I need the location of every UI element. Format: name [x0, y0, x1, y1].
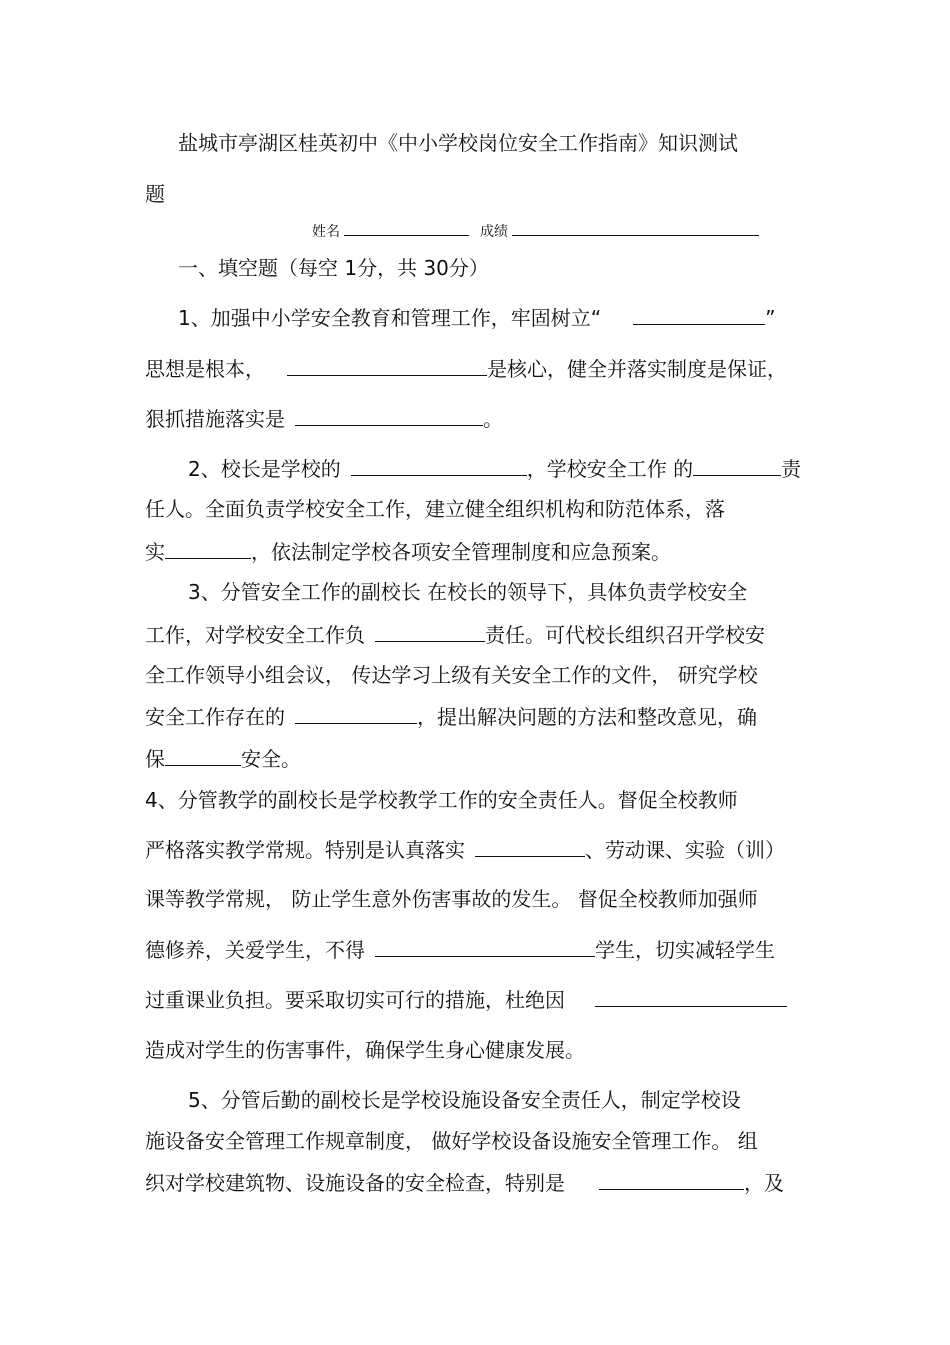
q1-line1: [178, 304, 775, 331]
q3-blank-1[interactable]: [375, 621, 485, 642]
q1-text-c: 思想是根本，: [145, 357, 265, 381]
title-text-1: 盐城市亭湖区桂英初中《中小学校岗位安全工作指南》知识测试: [178, 131, 738, 155]
q3-text-g: 保: [145, 747, 165, 771]
q2-text-c: 责: [781, 457, 802, 481]
q5-text-b: 施设备安全管理工作规章制度， 做好学校设备设施安全管理工作。 组: [145, 1129, 758, 1153]
q3-text-h: 安全。: [241, 747, 301, 771]
q4-text-f: 学生，切实减轻学生: [595, 938, 775, 962]
q2-line2: [145, 496, 725, 522]
q4-line6: [145, 1037, 585, 1063]
q4-line2: [145, 836, 785, 863]
score-blank[interactable]: [512, 221, 759, 236]
q4-text-c: 、劳动课、实验（训）: [585, 838, 785, 862]
q4-line5: [145, 986, 787, 1013]
q4-blank-1[interactable]: [475, 836, 585, 857]
header-score: [480, 221, 759, 241]
q4-text-h: 造成对学生的伤害事件，确保学生身心健康发展。: [145, 1038, 585, 1062]
q3-line4: [145, 703, 757, 730]
score-label: 成绩: [480, 224, 508, 240]
q4-text-g: 过重课业负担。要采取切实可行的措施，杜绝因: [145, 988, 565, 1012]
q3-line5: [145, 745, 301, 772]
q1-line3: [145, 405, 503, 432]
section-heading: [178, 255, 489, 281]
q1-blank-3[interactable]: [295, 405, 483, 426]
q2-line1: [188, 455, 801, 482]
q1-text-b: ”: [765, 306, 776, 330]
q2-blank-1[interactable]: [351, 455, 527, 476]
q3-text-d: 全工作领导小组会议， 传达学习上级有关安全工作的文件， 研究学校: [145, 663, 758, 687]
q5-line2: [145, 1128, 758, 1154]
title-text-2: 题: [145, 182, 165, 206]
q5-line1: [188, 1087, 741, 1113]
q3-text-b: 工作，对学校安全工作负: [145, 623, 365, 647]
q2-blank-2[interactable]: [693, 455, 781, 476]
q1-text-d: 是核心，健全并落实制度是保证，: [487, 357, 787, 381]
q3-line2: [145, 621, 765, 648]
q5-text-d: ，及: [744, 1171, 784, 1195]
section-heading-text: 一、填空题（每空 1分，共 30分）: [178, 256, 489, 280]
q5-line3: [145, 1169, 784, 1196]
q4-blank-3[interactable]: [595, 986, 787, 1007]
q1-blank-1[interactable]: [633, 304, 765, 325]
q4-text-e: 德修养，关爱学生，不得: [145, 938, 365, 962]
q1-blank-2[interactable]: [287, 355, 487, 376]
q1-text-f: 。: [483, 407, 503, 431]
q3-line3: [145, 662, 758, 688]
q2-text-b: ，学校安全工作 的: [526, 457, 694, 481]
q4-line3: [145, 886, 758, 912]
q2-text-f: ，依法制定学校各项安全管理制度和应急预案。: [251, 540, 671, 564]
q3-text-a: 3、分管安全工作的副校长 在校长的领导下，具体负责学校安全: [188, 580, 748, 604]
q3-text-f: ，提出解决问题的方法和整改意见，确: [417, 705, 757, 729]
q2-text-e: 实: [145, 540, 165, 564]
header-name: [312, 221, 469, 241]
q4-text-b: 严格落实教学常规。特别是认真落实: [145, 838, 465, 862]
q1-line2: [145, 355, 787, 382]
name-blank[interactable]: [344, 221, 469, 236]
q2-text-a: 2、校长是学校的: [188, 457, 341, 481]
q4-text-a: 4、分管教学的副校长是学校教学工作的安全责任人。督促全校教师: [145, 788, 738, 812]
q4-line1: [145, 787, 738, 813]
q3-text-e: 安全工作存在的: [145, 705, 285, 729]
q4-line4: [145, 936, 775, 963]
q2-line3: [145, 538, 671, 565]
q1-text-a: 1、加强中小学安全教育和管理工作，牢固树立“: [178, 306, 602, 330]
q5-text-c: 织对学校建筑物、设施设备的安全检查，特别是: [145, 1171, 565, 1195]
q1-text-e: 狠抓措施落实是: [145, 407, 285, 431]
name-label: 姓名: [312, 224, 340, 240]
q3-text-c: 责任。可代校长组织召开学校安: [485, 623, 765, 647]
q2-blank-3[interactable]: [165, 538, 251, 559]
q4-blank-2[interactable]: [375, 936, 595, 957]
q4-text-d: 课等教学常规， 防止学生意外伤害事故的发生。 督促全校教师加强师: [145, 887, 758, 911]
document-title-line1: [178, 130, 738, 156]
q2-text-d: 任人。全面负责学校安全工作，建立健全组织机构和防范体系，落: [145, 497, 725, 521]
q3-blank-3[interactable]: [165, 745, 241, 766]
q3-blank-2[interactable]: [295, 703, 417, 724]
document-title-line2: [145, 181, 165, 207]
q5-text-a: 5、分管后勤的副校长是学校设施设备安全责任人，制定学校设: [188, 1088, 741, 1112]
q5-blank-1[interactable]: [599, 1169, 744, 1190]
q3-line1: [188, 579, 747, 605]
